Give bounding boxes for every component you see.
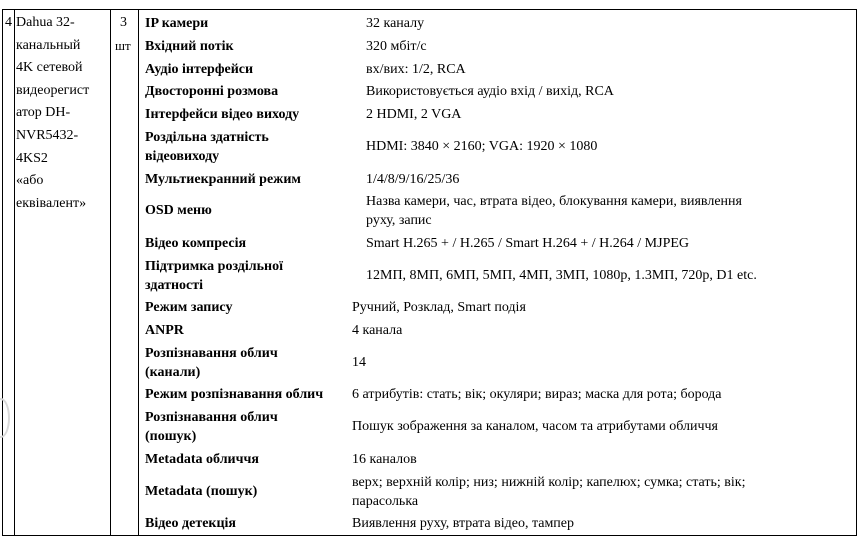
spec-value: 12МП, 8МП, 6МП, 5МП, 4МП, 3МП, 1080p, 1.3МП, 720p, D1 etc.	[366, 268, 757, 283]
spec-value: Ручний, Розклад, Smart подія	[352, 300, 526, 315]
spec-param: Розпізнавання облич	[145, 346, 278, 361]
spec-param: ANPR	[145, 323, 184, 338]
spec-param: Двосторонні розмова	[145, 84, 279, 99]
item-name-line: «або	[16, 173, 44, 189]
spec-value: 4 канала	[352, 323, 403, 338]
spec-param: відеовиходу	[145, 149, 220, 164]
spec-param: Режим запису	[145, 300, 233, 315]
spec-param: здатності	[145, 278, 204, 293]
spec-param: Відео компресія	[145, 236, 247, 251]
spec-param: (канали)	[145, 365, 201, 380]
spec-value: 2 HDMI, 2 VGA	[366, 107, 462, 122]
item-name-line: еквівалент»	[16, 195, 87, 211]
spec-param: Аудіо інтерфейси	[145, 62, 254, 77]
spec-value: парасолька	[352, 494, 419, 509]
spec-value: вх/вих: 1/2, RCA	[366, 62, 466, 77]
spec-value: 14	[352, 355, 366, 370]
item-name-line: видеорегист	[16, 82, 90, 98]
spec-param: Підтримка роздільної	[145, 259, 283, 274]
spec-param: (пошук)	[145, 429, 197, 444]
item-name-line: 4K сетевой	[16, 60, 83, 76]
spec-value: 16 каналов	[352, 452, 417, 467]
spec-param: Режим розпізнавання облич	[145, 387, 324, 402]
col-divider-1	[14, 9, 15, 536]
spec-value: Виявлення руху, втрата відео, тампер	[352, 516, 575, 531]
spec-table	[2, 9, 857, 536]
spec-value: 6 атрибутів: стать; вік; окуляри; вираз; маска для рота; борода	[352, 387, 722, 402]
spec-value: верх; верхній колір; низ; нижній колір; капелюх; сумка; стать; вік;	[352, 475, 746, 490]
spec-value: Назва камери, час, втрата відео, блокування камери, виявлення	[366, 194, 742, 209]
spec-param: Роздільна здатність	[145, 130, 269, 145]
table-top-border	[2, 9, 857, 10]
row-number: 4	[5, 15, 12, 30]
spec-value: Використовується аудіо вхід / вихід, RCA	[366, 84, 614, 99]
spec-value: руху, запис	[366, 213, 432, 228]
item-name-line: 4KS2	[16, 150, 48, 166]
spec-param: OSD меню	[145, 203, 212, 218]
spec-param: Metadata (пошук)	[145, 484, 258, 499]
quantity: 3	[120, 15, 127, 30]
item-name	[16, 12, 89, 215]
spec-param: Metadata обличчя	[145, 452, 259, 467]
table-bottom-border	[2, 535, 857, 536]
item-name-line: атор DH-	[16, 105, 71, 121]
col-divider-3	[138, 9, 139, 536]
spec-param: Мультиекранний режим	[145, 172, 301, 187]
spec-param: Розпізнавання облич	[145, 410, 278, 425]
spec-value: Пошук зображення за каналом, часом та атрибутами обличчя	[352, 419, 718, 434]
item-name-line: NVR5432-	[16, 127, 79, 143]
spec-param: IP камери	[145, 16, 209, 31]
table-left-border	[2, 9, 3, 536]
item-name-line: Dahua 32-	[16, 15, 75, 30]
unit: шт	[115, 38, 131, 53]
spec-param: Вхідний потік	[145, 39, 234, 54]
table-right-border	[856, 9, 857, 536]
spec-param: Відео детекція	[145, 516, 237, 531]
item-name-line: канальный	[16, 37, 81, 53]
spec-value: 32 каналу	[366, 16, 425, 31]
spec-value: Smart H.265 + / H.265 / Smart H.264 + / H.264 / MJPEG	[366, 236, 690, 251]
spec-value: 320 мбіт/с	[366, 39, 427, 54]
spec-value: 1/4/8/9/16/25/36	[366, 172, 460, 187]
spec-param: Інтерфейси відео виходу	[145, 107, 300, 122]
col-divider-2	[110, 9, 111, 536]
spec-value: HDMI: 3840 × 2160; VGA: 1920 × 1080	[366, 139, 598, 154]
